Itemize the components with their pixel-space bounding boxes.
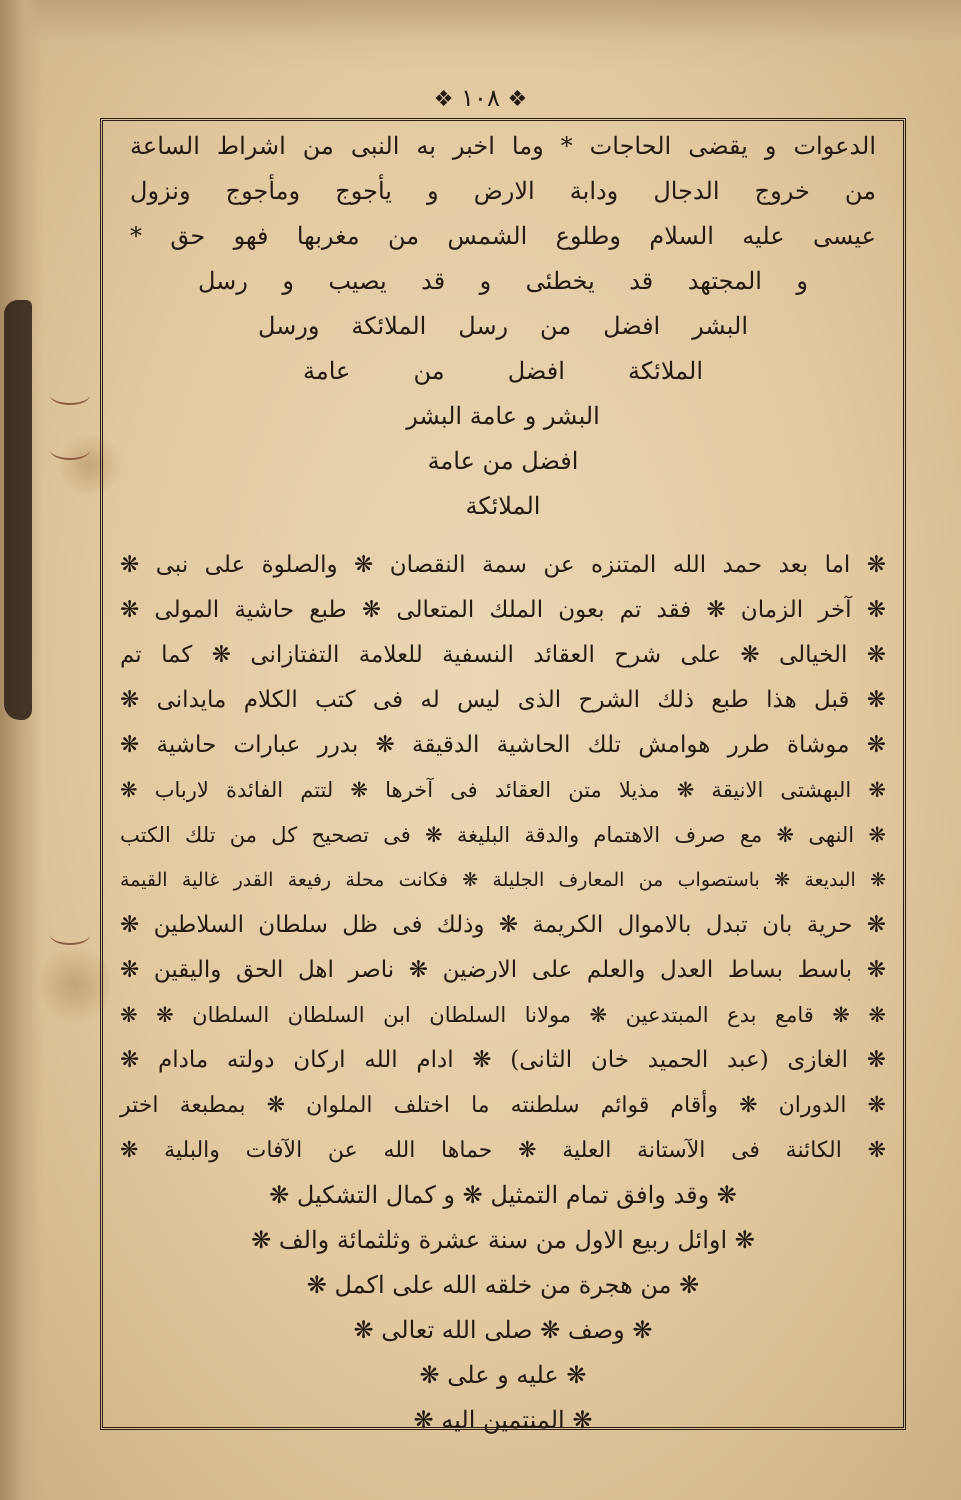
text-line: الملائكة افضل من عامة [303, 357, 703, 385]
colophon-line: ❋ قبل هذا طبع ذلك الشرح الذى ليس له فى كتب الكلام مايدانى ❋ [120, 687, 886, 713]
spacer [108, 529, 898, 543]
closing-line: ❋ عليه و على ❋ [419, 1361, 587, 1389]
colophon-line: ❋ الغازى (عبد الحميد خان الثانى) ❋ ادام الله اركان دولته مادام ❋ [120, 1047, 886, 1073]
text-line: البشر و عامة البشر [406, 402, 600, 430]
colophon-line: ❋ حرية بان تبدل بالاموال الكريمة ❋ وذلك فى ظل سلطان السلاطين ❋ [120, 912, 886, 938]
colophon-line: ❋ الدوران ❋ وأقام قوائم سلطنته ما اختلف الملوان ❋ بمطبعة اختر [120, 1093, 886, 1118]
page-number-value: ١٠٨ [461, 84, 500, 112]
worn-top-edge [0, 0, 961, 70]
colophon-line: ❋ موشاة طرر هوامش تلك الحاشية الدقيقة ❋ بدرر عبارات حاشية ❋ [120, 732, 886, 758]
closing-line: ❋ المنتمين اليه ❋ [413, 1406, 593, 1434]
text-line: من خروج الدجال ودابة الارض و يأجوج ومأجوج ونزول [130, 177, 876, 205]
text-line: عيسى عليه السلام وطلوع الشمس من مغربها فهو حق * [130, 222, 876, 250]
colophon-line: ❋ الخيالى ❋ على شرح العقائد النسفية للعلامة التفتازانى ❋ كما تم [120, 642, 886, 668]
colophon-line: ❋ اما بعد حمد الله المتنزه عن سمة النقصان ❋ والصلوة على نبى ❋ [120, 552, 886, 578]
margin-mark [50, 385, 90, 405]
colophon-line: ❋ البهشتى الانيقة ❋ مذيلا متن العقائد فى آخرها ❋ لتتم الفائدة لارباب ❋ [120, 778, 886, 802]
colophon-line: ❋ البديعة ❋ باستصواب من المعارف الجليلة ❋ فكانت محلة رفيعة القدر غالية القيمة [120, 869, 886, 891]
colophon-line: ❋ النهى ❋ مع صرف الاهتمام والدقة البليغة ❋ فى تصحيح كل من تلك الكتب [120, 823, 886, 847]
text-line: الملائكة [465, 492, 541, 520]
colophon-line: ❋ الكائنة فى الآستانة العلية ❋ حماها الله عن الآفات والبلية ❋ [120, 1138, 886, 1163]
text-line: افضل من عامة [427, 447, 579, 475]
colophon-line: ❋ باسط بساط العدل والعلم على الارضين ❋ ناصر اهل الحق واليقين ❋ [120, 957, 886, 983]
text-body [108, 124, 898, 1443]
text-line: البشر افضل من رسل الملائكة ورسل [258, 312, 748, 340]
closing-line: ❋ اوائل ربيع الاول من سنة عشرة وثلثمائة والف ❋ [251, 1226, 755, 1254]
closing-line: ❋ وصف ❋ صلى الله تعالى ❋ [353, 1316, 653, 1344]
closing-line: ❋ من هجرة من خلقه الله على اكمل ❋ [306, 1271, 700, 1299]
ornament-right: ❖ [507, 87, 528, 112]
closing-line: ❋ وقد وافق تمام التمثيل ❋ و كمال التشكيل ❋ [269, 1181, 737, 1209]
page-number [0, 84, 961, 112]
text-line: و المجتهد قد يخطئى و قد يصيب و رسل [198, 267, 808, 295]
ornament-left: ❖ [433, 87, 454, 112]
ink-stain [4, 300, 32, 720]
worn-left-edge [0, 0, 42, 1500]
colophon-line: ❋ آخر الزمان ❋ فقد تم بعون الملك المتعالى ❋ طبع حاشية المولى ❋ [120, 597, 886, 623]
colophon-line: ❋ ❋ قامع بدع المبتدعين ❋ مولانا السلطان ابن السلطان السلطان ❋ ❋ [120, 1003, 886, 1027]
text-line: الدعوات و يقضى الحاجات * وما اخبر به النبى من اشراط الساعة [130, 132, 876, 160]
